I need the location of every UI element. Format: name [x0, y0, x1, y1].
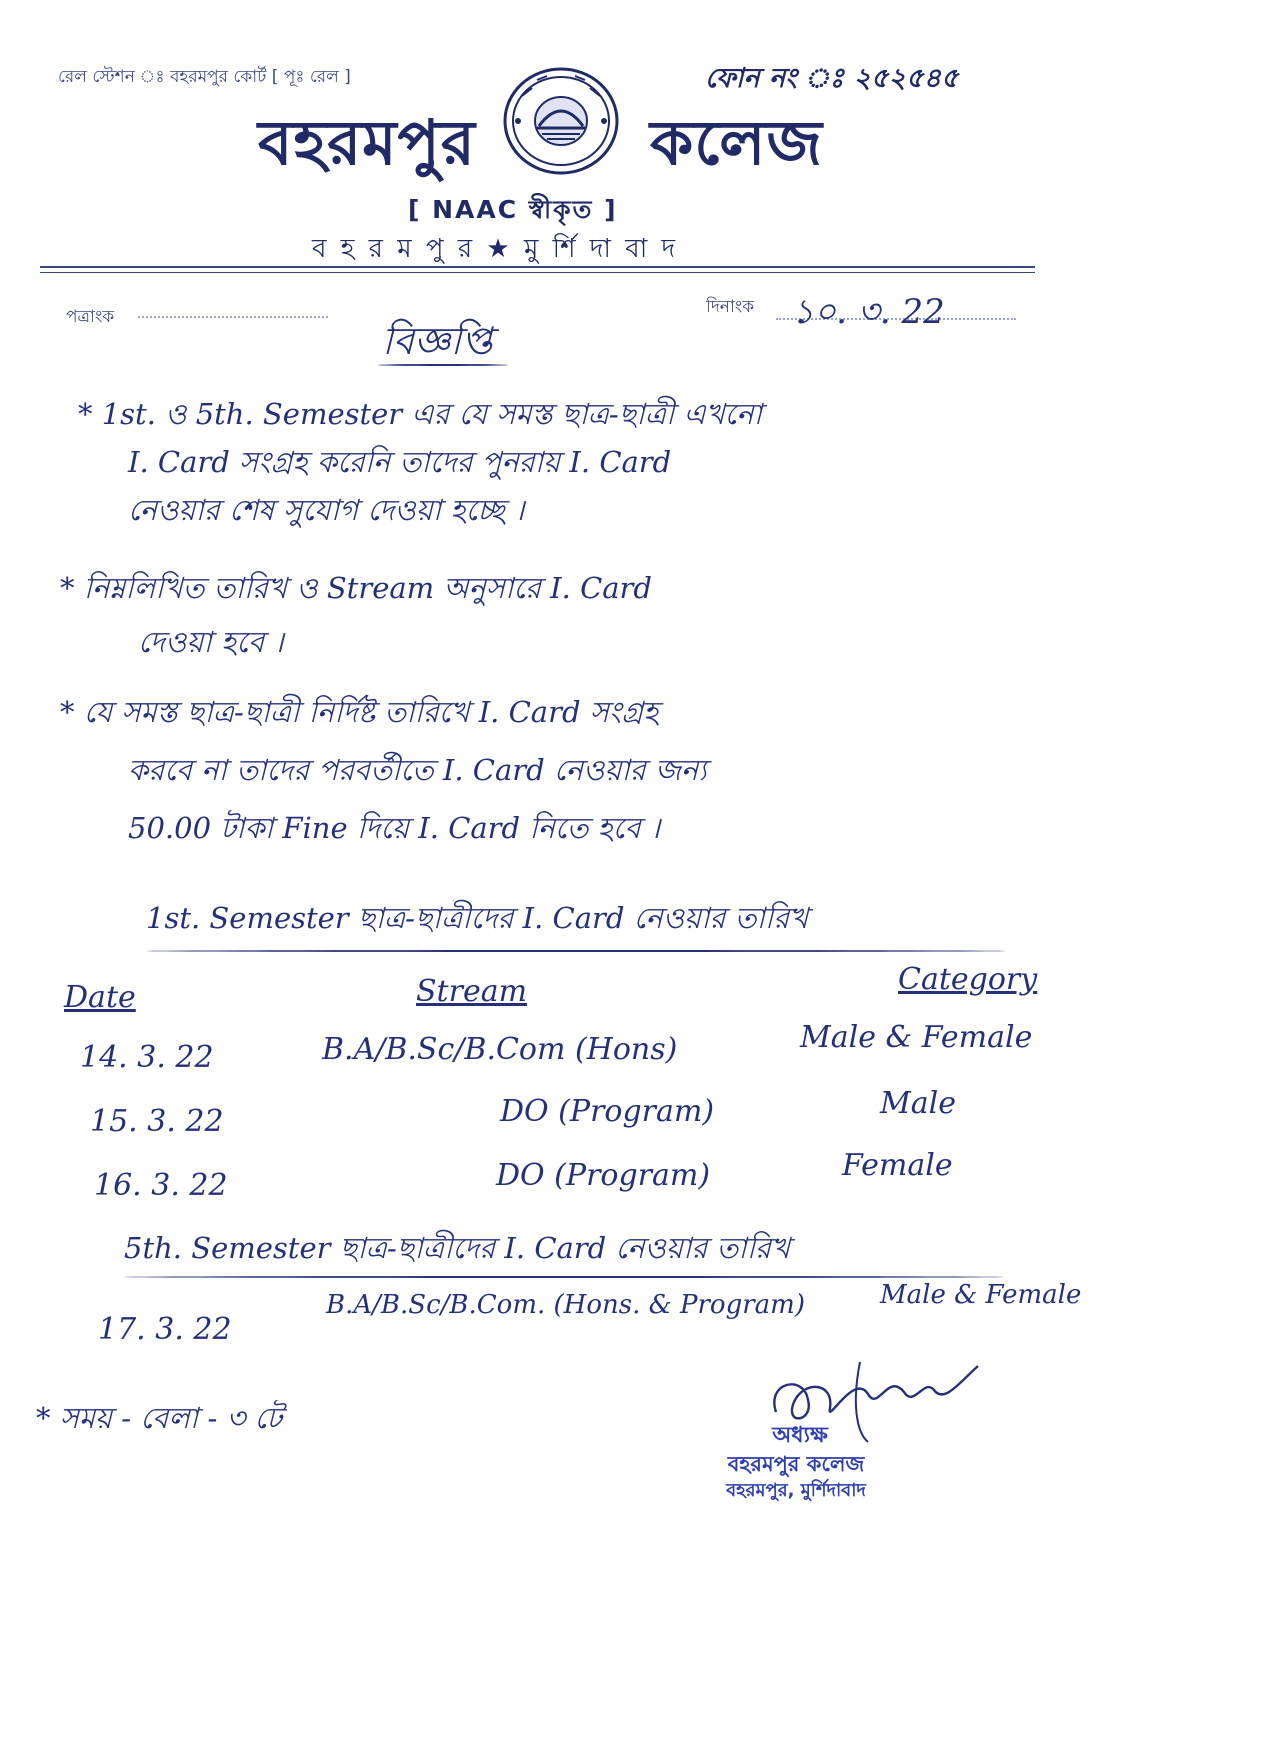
row-2-category: Male — [880, 1086, 956, 1121]
bullet-1-line-2: I. Card সংগ্রহ করেনি তাদের পুনরায় I. Card — [128, 445, 672, 479]
row-3-category: Female — [842, 1148, 953, 1183]
table-header-stream: Stream — [416, 974, 528, 1009]
stamp-line-2: বহরমপুর কলেজ — [727, 1452, 865, 1476]
section-2-underline — [124, 1276, 1004, 1278]
station-line: রেল স্টেশন ঃ বহরমপুর কোর্ট [ পূঃ রেল ] — [58, 67, 351, 87]
bullet-1-line-3: নেওয়ার শেষ সুযোগ দেওয়া হচ্ছে । — [128, 493, 525, 527]
row-4-date: 17. 3. 22 — [98, 1312, 232, 1347]
row-2-stream: DO (Program) — [500, 1094, 715, 1129]
phone-line: ফোন নং ঃ ২৫২৫৪৫ — [705, 63, 959, 94]
row-4-stream: B.A/B.Sc/B.Com. (Hons. & Program) — [326, 1290, 805, 1320]
header-rule-top — [40, 266, 1035, 268]
date-label: দিনাংক — [706, 297, 755, 317]
row-4-category: Male & Female — [880, 1280, 1082, 1310]
bullet-3-line-2: করবে না তাদের পরবর্তীতে I. Card নেওয়ার জন্য — [128, 753, 707, 787]
college-seal-logo — [502, 66, 620, 180]
table-header-category: Category — [898, 962, 1038, 997]
row-3-stream: DO (Program) — [496, 1158, 711, 1193]
section-1-underline — [146, 950, 1006, 952]
table-header-date: Date — [64, 980, 136, 1015]
heading-underline — [378, 364, 508, 366]
date-value: ১০. ৩. 22 — [792, 292, 945, 332]
notice-heading: বিজ্ঞপ্তি — [382, 319, 493, 363]
stamp-line-3: বহরমপুর, মুর্শিদাবাদ — [726, 1480, 866, 1501]
row-1-stream: B.A/B.Sc/B.Com (Hons) — [322, 1032, 678, 1067]
stamp-line-1: অধ্যক্ষ — [772, 1423, 828, 1448]
row-2-date: 15. 3. 22 — [90, 1104, 224, 1139]
section-1-title: 1st. Semester ছাত্র-ছাত্রীদের I. Card নেওয়ার তারিখ — [146, 901, 809, 935]
header-rule-bottom — [40, 272, 1035, 273]
section-2-title: 5th. Semester ছাত্র-ছাত্রীদের I. Card নেওয়ার তারিখ — [124, 1231, 790, 1265]
bullet-3-line-3: 50.00 টাকা Fine দিয়ে I. Card নিতে হবে । — [128, 811, 661, 845]
ref-dotted-line — [138, 316, 328, 318]
naac-line: [ NAAC স্বীকৃত ] — [408, 195, 618, 224]
bullet-2-line-2: দেওয়া হবে । — [138, 625, 284, 659]
row-1-category: Male & Female — [800, 1020, 1033, 1055]
ref-label: পত্রাংক — [66, 307, 115, 327]
bullet-3-line-1: * যে সমস্ত ছাত্র-ছাত্রী নির্দিষ্ট তারিখে I. Card সংগ্রহ — [60, 695, 659, 729]
address-line: ব হ র ম পু র ★ মু র্শি দা বা দ — [312, 234, 679, 264]
time-note: * সময় - বেলা - ৩ টে — [36, 1401, 283, 1435]
college-name-right: কলেজ — [650, 106, 823, 179]
row-1-date: 14. 3. 22 — [80, 1040, 214, 1075]
bullet-1-line-1: * 1st. ও 5th. Semester এর যে সমস্ত ছাত্র-ছাত্রী এখনো — [78, 397, 763, 431]
college-name-left: বহরমপুর — [258, 106, 476, 179]
bullet-2-line-1: * নিম্নলিখিত তারিখ ও Stream অনুসারে I. Card — [60, 571, 652, 605]
row-3-date: 16. 3. 22 — [94, 1168, 228, 1203]
